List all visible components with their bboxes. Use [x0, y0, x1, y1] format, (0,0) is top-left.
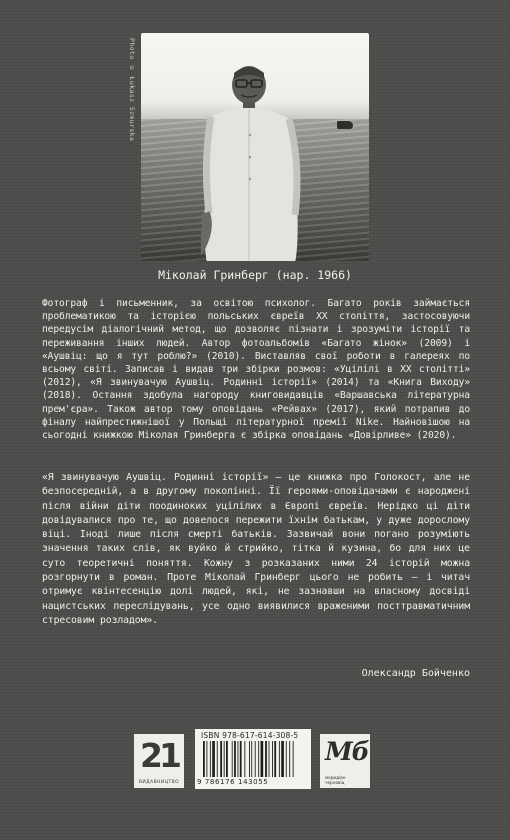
barcode-bar [286, 741, 287, 777]
partner-logo [320, 734, 370, 788]
barcode-bar [240, 741, 242, 777]
barcode-bar [255, 741, 256, 777]
barcode-bar [244, 741, 245, 777]
barcode-bar [251, 741, 252, 777]
barcode-bar [234, 741, 236, 777]
book-review: «Я звинувачую Аушвіц. Родинні історії» — це книжка про Голокост, але не безпосередній, а в другому поколінні. Її героями-оповідачами є народжені після війни діти поодиноких уцілілих в Європі євреїв. Нерідко ці діти довідувалися про те, що довелося пережити їхнім батькам, у дуже дорослому віці. Іноді лише після смерті батьків. Зазвичай вони погано розуміють значення таких слів, як вуйко й стрийко, тітка й кузина, бо для них це суто теоретичні поняття. Кожну з розказаних ними 24 історій можна розгорнути в роман. Проте Міколай Гринберг цього не робить — і читач отримує квінтесенцію долі людей, які, не зазнавши на власному досвіді нацистських переслідувань, усе одно виявилися враженими посттравматичним стресовим розладом». [42, 472, 470, 626]
barcode-bar [258, 741, 259, 777]
barcode-bar [212, 741, 215, 777]
publisher-logo-number: 21 [140, 736, 178, 775]
barcode-bar [274, 741, 276, 777]
barcode-bar [210, 741, 211, 777]
barcode-bar [206, 741, 207, 777]
barcode-bar [232, 741, 233, 777]
barcode-bar [220, 741, 222, 777]
barcode-bar [269, 741, 270, 777]
barcode-bar [261, 741, 264, 777]
barcode-bar [249, 741, 250, 777]
author-biography: Фотограф і письменник, за освітою психолог. Багато років займається проблематикою та історією польських євреїв XX століття, застосовуючи передусім діалогічний метод, що дозволяє пізнати і зрозуміти історії та переживання інших людей. Автор фотоальбомів «Багато жінок» (2009) і «Аушвіц: що я тут роблю?» (2010). Виставляв свої роботи в галереях по всьому світі. Записав і видав три збірки розмов: «Уцілілі в XX столітті» (2012), «Я звинувачую Аушвіц. Родинні історії» (2014) та «Книга Виходу» (2018). Остання здобула нагороду книговидавців «Варшавська літературна прем'єра». Також автор тому оповідань «Рейвах» (2017), який потрапив до фіналу найпрестижнішої у Польщі літературної премії Nike. Найновішою на сьогодні книжкою Міколая Гринберга є збірка оповідань «Довірливе» (2020). [42, 298, 470, 442]
barcode-bar [289, 741, 290, 777]
barcode-bar [224, 741, 225, 777]
isbn-barcode [195, 729, 311, 789]
barcode-bar [281, 741, 284, 777]
review-author: Олександр Бойченко [361, 668, 470, 679]
photo-credit: Photo © Łukasz Szmurska [128, 38, 136, 142]
boat-silhouette [337, 121, 353, 129]
barcode-digits: 9 786176 143055 [197, 778, 269, 786]
barcode-bars [203, 741, 303, 779]
barcode-bar [265, 741, 267, 777]
partner-logo-brand: меридіан черновіц [325, 775, 346, 785]
barcode-bar [279, 741, 280, 777]
barcode-bar [203, 741, 205, 777]
publisher-logo-brand: ВИДАВНИЦТВО [138, 780, 180, 785]
author-photo [141, 33, 369, 261]
barcode-bar [238, 741, 239, 777]
partner-logo-mark: Мб [325, 737, 369, 766]
author-figure [201, 53, 311, 261]
barcode-bar [293, 741, 294, 777]
barcode-bar [272, 741, 273, 777]
isbn-label: ISBN 978-617-614-308-5 [201, 731, 299, 740]
publisher-logo [134, 734, 184, 788]
author-caption: Міколай Гринберг (нар. 1966) [158, 268, 352, 282]
barcode-bar [226, 741, 228, 777]
barcode-bar [217, 741, 218, 777]
